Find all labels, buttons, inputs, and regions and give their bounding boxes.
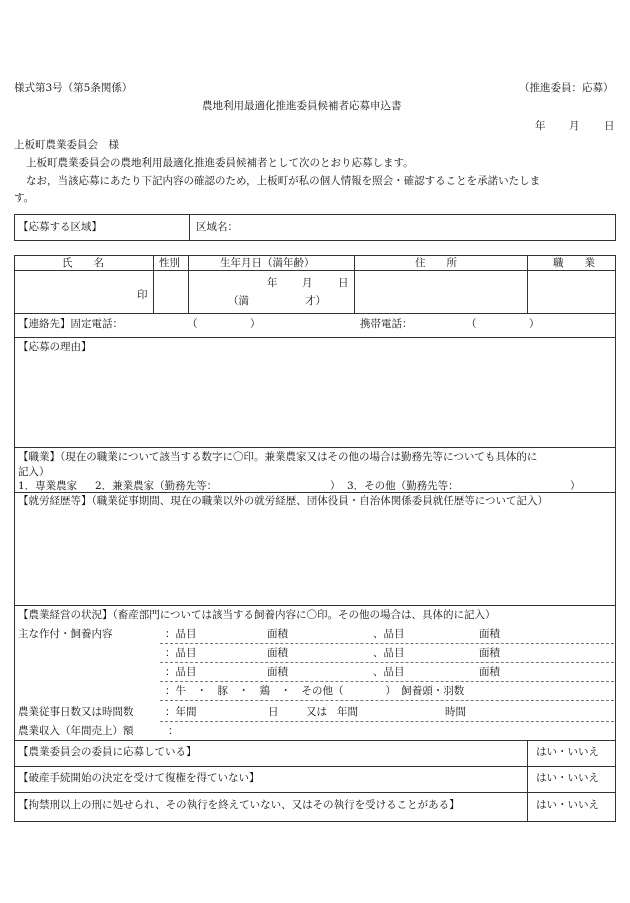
crop-area[interactable]: 面積 xyxy=(267,666,288,678)
days-hours: 時間 xyxy=(445,706,466,718)
occupation-option-1[interactable]: 1．専業農家 xyxy=(18,480,78,492)
question-2: 【破産手続開始の決定を受けて復権を得ていない】 xyxy=(18,772,260,784)
occupation-label-cont: 記入） xyxy=(18,466,50,478)
area-box xyxy=(14,214,616,241)
col-birthdate: 生年月日（満年齢） xyxy=(220,257,315,269)
crop-item[interactable]: 、品目 xyxy=(373,647,405,659)
farming-days-label: 農業従事日数又は時間数 xyxy=(18,706,134,718)
days-year-2: 年間 xyxy=(337,706,358,718)
occupation-option-3-close: ） xyxy=(570,480,581,492)
days-or: 又は xyxy=(306,706,327,718)
crop-area[interactable]: 面積 xyxy=(479,628,500,640)
addressee: 上板町農業委員会 様 xyxy=(14,139,119,151)
col-occupation: 職 業 xyxy=(553,257,595,269)
income-label: 農業収入（年間売上）額 xyxy=(18,725,134,737)
crop-item[interactable]: ：品目 xyxy=(165,628,197,640)
crop-area[interactable]: 面積 xyxy=(267,647,288,659)
days-year: ：年間 xyxy=(165,706,197,718)
col-address: 住 所 xyxy=(415,257,457,269)
form-category: （推進委員：応募） xyxy=(519,82,614,94)
livestock-options[interactable]: ：牛 ・ 豚 ・ 鶏 ・ その他（ ） 飼養頭・羽数 xyxy=(165,685,465,697)
crop-area[interactable]: 面積 xyxy=(479,647,500,659)
crop-area[interactable]: 面積 xyxy=(479,666,500,678)
date-year: 年 xyxy=(535,120,546,132)
occupation-option-2[interactable]: 2．兼業農家（勤務先等： xyxy=(95,480,218,492)
area-label: 【応募する区域】 xyxy=(18,221,102,233)
form-number: 様式第3号（第5条関係） xyxy=(14,82,133,94)
reason-label: 【応募の理由】 xyxy=(18,341,92,353)
answer-2[interactable]: はい・いいえ xyxy=(536,772,599,784)
col-gender: 性別 xyxy=(159,257,180,269)
age-close: 才） xyxy=(305,295,326,307)
birth-day: 日 xyxy=(338,277,349,289)
answer-1[interactable]: はい・いいえ xyxy=(536,746,599,758)
occupation-option-2-close: ） xyxy=(330,480,341,492)
area-name-field[interactable]: 区域名： xyxy=(196,221,238,233)
crops-label: 主な作付・飼養内容 xyxy=(18,628,113,640)
intro-line-2: なお，当該応募にあたり下記内容の確認のため，上板町が私の個人情報を照会・確認することを承諾いたしま xyxy=(26,175,541,187)
birth-month: 月 xyxy=(302,277,313,289)
farming-label: 【農業経営の状況】（畜産部門については該当する飼養内容に〇印。その他の場合は、具体的に記入） xyxy=(18,609,496,621)
answer-3[interactable]: はい・いいえ xyxy=(536,799,599,811)
contact-fixed-label: 【連絡先】固定電話： xyxy=(18,318,123,330)
birth-year: 年 xyxy=(267,277,278,289)
fixed-phone-field[interactable]: （ ） xyxy=(187,318,261,330)
crop-item[interactable]: ：品目 xyxy=(165,666,197,678)
occupation-option-3[interactable]: 3．その他（勤務先等： xyxy=(347,480,459,492)
income-field[interactable]: ： xyxy=(168,725,179,737)
crop-item[interactable]: 、品目 xyxy=(373,628,405,640)
intro-line-1: 上板町農業委員会の農地利用最適化推進委員候補者として次のとおり応募します。 xyxy=(26,157,414,169)
page-title: 農地利用最適化推進委員候補者応募申込書 xyxy=(202,100,402,112)
days-day: 日 xyxy=(268,706,279,718)
question-3: 【拘禁刑以上の刑に処せられ、その執行を終えていない、又はその執行を受けることがある】 xyxy=(18,799,460,811)
occupation-label: 【職業】（現在の職業について該当する数字に〇印。兼業農家又はその他の場合は勤務先等についても具体的に xyxy=(18,451,538,463)
date-month: 月 xyxy=(569,120,580,132)
crop-item[interactable]: 、品目 xyxy=(373,666,405,678)
crop-area[interactable]: 面積 xyxy=(267,628,288,640)
age-open: （満 xyxy=(228,295,249,307)
intro-line-3: す。 xyxy=(14,192,35,204)
question-1: 【農業委員会の委員に応募している】 xyxy=(18,746,197,758)
crop-item[interactable]: ：品目 xyxy=(165,647,197,659)
date-day: 日 xyxy=(604,120,615,132)
seal-mark: 印 xyxy=(137,289,148,301)
career-label: 【就労経歴等】（職業従事期間、現在の職業以外の就労経歴、団体役員・自治体関係委員就任歴等について記入） xyxy=(18,495,549,507)
mobile-phone-field[interactable]: （ ） xyxy=(466,318,540,330)
col-name: 氏 名 xyxy=(62,257,104,269)
mobile-phone-label: 携帯電話： xyxy=(360,318,413,330)
